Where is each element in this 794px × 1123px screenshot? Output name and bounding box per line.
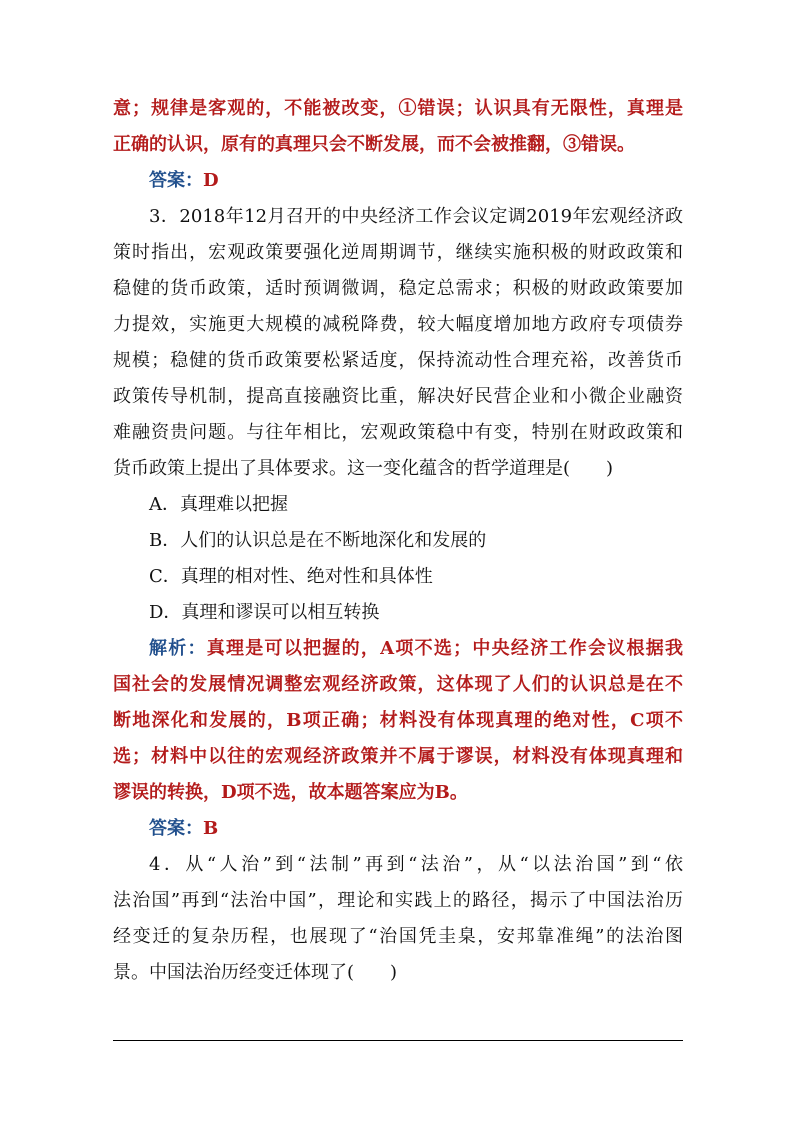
analysis-line: 国社会的发展情况调整宏观经济政策，这体现了人们的认识总是在不	[113, 674, 683, 695]
answer-label: 答案：	[149, 170, 203, 191]
answer-3	[113, 811, 683, 847]
page-content	[113, 91, 683, 991]
question-4-stem	[113, 847, 683, 991]
question-3-stem	[113, 199, 683, 487]
text-line: 正确的认识，原有的真理只会不断发展，而不会被推翻，③错误。	[113, 134, 635, 155]
text-line: 规模；稳健的货币政策要松紧适度，保持流动性合理充裕，改善货币	[113, 350, 683, 371]
text-line: 经变迁的复杂历程，也展现了“治国凭圭臬，安邦靠准绳”的法治图	[113, 926, 683, 947]
text-line: 策时指出，宏观政策要强化逆周期调节，继续实施积极的财政政策和	[113, 242, 683, 263]
question-3-options	[113, 487, 683, 631]
text-line: 景。中国法治历经变迁体现了( )	[113, 962, 398, 983]
text-line: 3．2018年12月召开的中央经济工作会议定调2019年宏观经济政	[149, 206, 683, 227]
answer-value: B	[203, 818, 219, 839]
analysis-line: 断地深化和发展的，B项正确；材料没有体现真理的绝对性，C项不	[113, 710, 683, 731]
analysis-text: 真理是可以把握的，A项不选；中央经济工作会议根据我	[206, 638, 683, 659]
option-a: A．真理难以把握	[149, 494, 288, 515]
answer-2	[113, 163, 683, 199]
answer-label: 答案：	[149, 818, 203, 839]
question-3-analysis	[113, 631, 683, 811]
text-line: 4．从“人治”到“法制”再到“法治”，从“以法治国”到“依	[149, 854, 683, 875]
text-line: 法治国”再到“法治中国”，理论和实践上的路径，揭示了中国法治历	[113, 890, 683, 911]
analysis-line: 谬误的转换，D项不选，故本题答案应为B。	[113, 782, 468, 803]
text-line: 难融资贵问题。与往年相比，宏观政策稳中有变，特别在财政政策和	[113, 422, 683, 443]
analysis-line: 选；材料中以往的宏观经济政策并不属于谬误，材料没有体现真理和	[113, 746, 683, 767]
option-c: C．真理的相对性、绝对性和具体性	[149, 566, 433, 587]
text-line: 意；规律是客观的，不能被改变，①错误；认识具有无限性，真理是	[113, 98, 683, 119]
text-line: 政策传导机制，提高直接融资比重，解决好民营企业和小微企业融资	[113, 386, 683, 407]
analysis-label: 解析：	[149, 638, 207, 659]
text-line: 力提效，实施更大规模的减税降费，较大幅度增加地方政府专项债券	[113, 314, 683, 335]
option-b: B．人们的认识总是在不断地深化和发展的	[149, 530, 487, 551]
text-line: 稳健的货币政策，适时预调微调，稳定总需求；积极的财政政策要加	[113, 278, 683, 299]
text-line: 货币政策上提出了具体要求。这一变化蕴含的哲学道理是( )	[113, 458, 614, 479]
footer-divider	[113, 1040, 683, 1041]
answer-value: D	[203, 170, 219, 191]
option-d: D．真理和谬误可以相互转换	[149, 602, 380, 623]
previous-explanation	[113, 91, 683, 163]
analysis-line	[113, 631, 683, 667]
